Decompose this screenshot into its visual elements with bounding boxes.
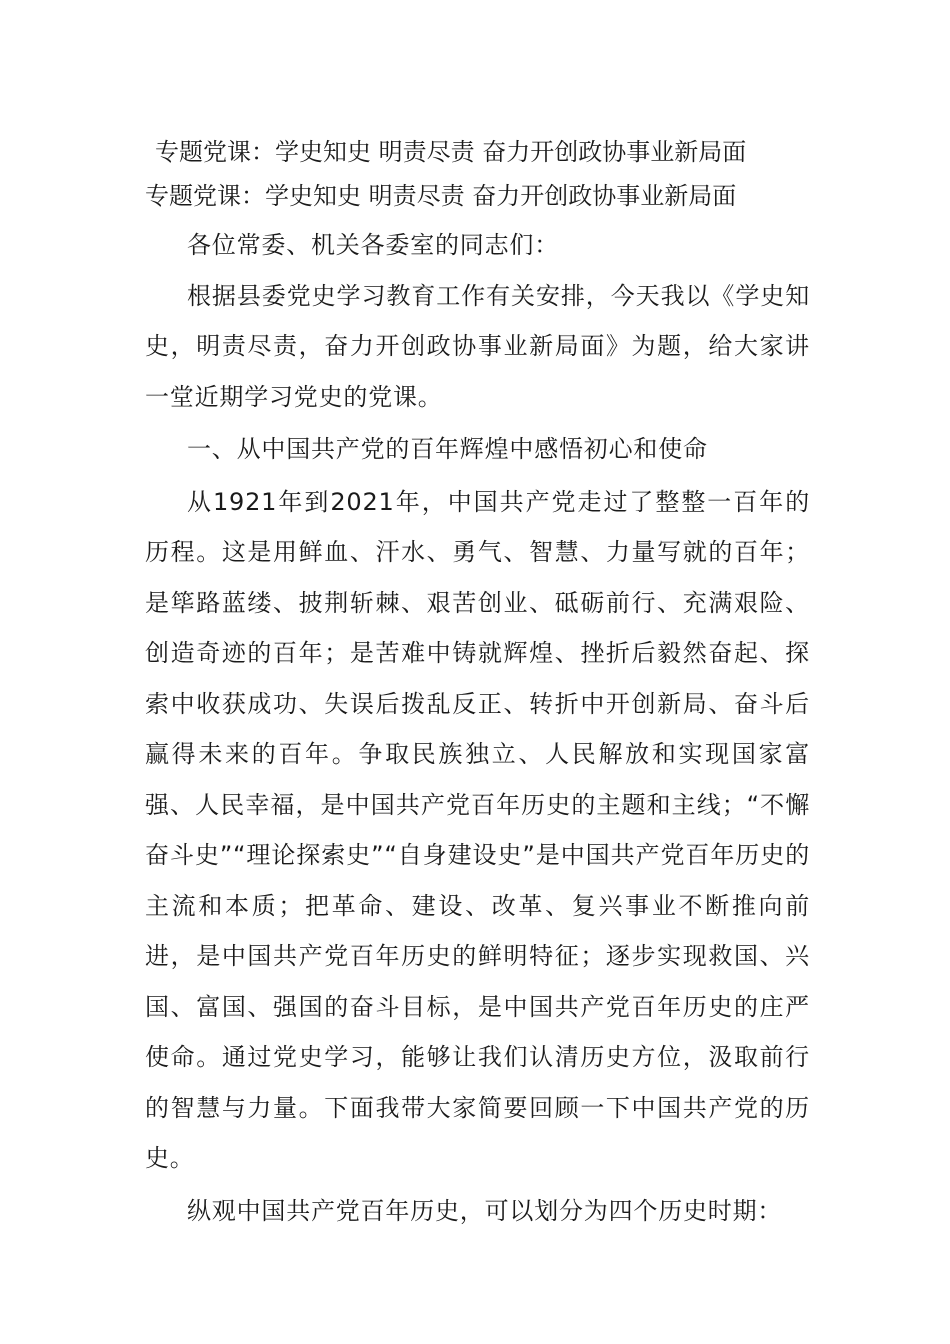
history-paragraph: 从1921年到2021年，中国共产党走过了整整一百年的历程。这是用鲜血、汗水、勇气、智慧、力量写就的百年；是筚路蓝缕、披荆斩棘、艰苦创业、砥砺前行、充满艰险、创造奇迹的百年；是苦难中铸就辉煌、挫折后毅然奋起、探索中收获成功、失误后拨乱反正、转折中开创新局、奋斗后赢得未来的百年。争取民族独立、人民解放和实现国家富强、人民幸福，是中国共产党百年历史的主题和主线；“不懈奋斗史”“理论探索史”“自身建设史”是中国共产党百年历史的主流和本质；把革命、建设、改革、复兴事业不断推向前进，是中国共产党百年历史的鲜明特征；逐步实现救国、兴国、富国、强国的奋斗目标，是中国共产党百年历史的庄严使命。通过党史学习，能够让我们认清历史方位，汲取前行的智慧与力量。下面我带大家简要回顾一下中国共产党的历史。 (145, 487, 810, 1172)
document-title-repeat: 专题党课：学史知史 明责尽责 奋力开创政协事业新局面 (145, 182, 737, 210)
greeting-paragraph: 各位常委、机关各委室的同志们： (187, 231, 559, 259)
periods-paragraph: 纵观中国共产党百年历史，可以划分为四个历史时期： (187, 1196, 783, 1225)
document-title: 专题党课：学史知史 明责尽责 奋力开创政协事业新局面 (155, 138, 747, 166)
intro-paragraph: 根据县委党史学习教育工作有关安排，今天我以《学史知史，明责尽责，奋力开创政协事业新局面》为题，给大家讲一堂近期学习党史的党课。 (145, 281, 810, 411)
document-page (145, 130, 810, 1236)
section-heading: 一、从中国共产党的百年辉煌中感悟初心和使命 (187, 435, 708, 463)
